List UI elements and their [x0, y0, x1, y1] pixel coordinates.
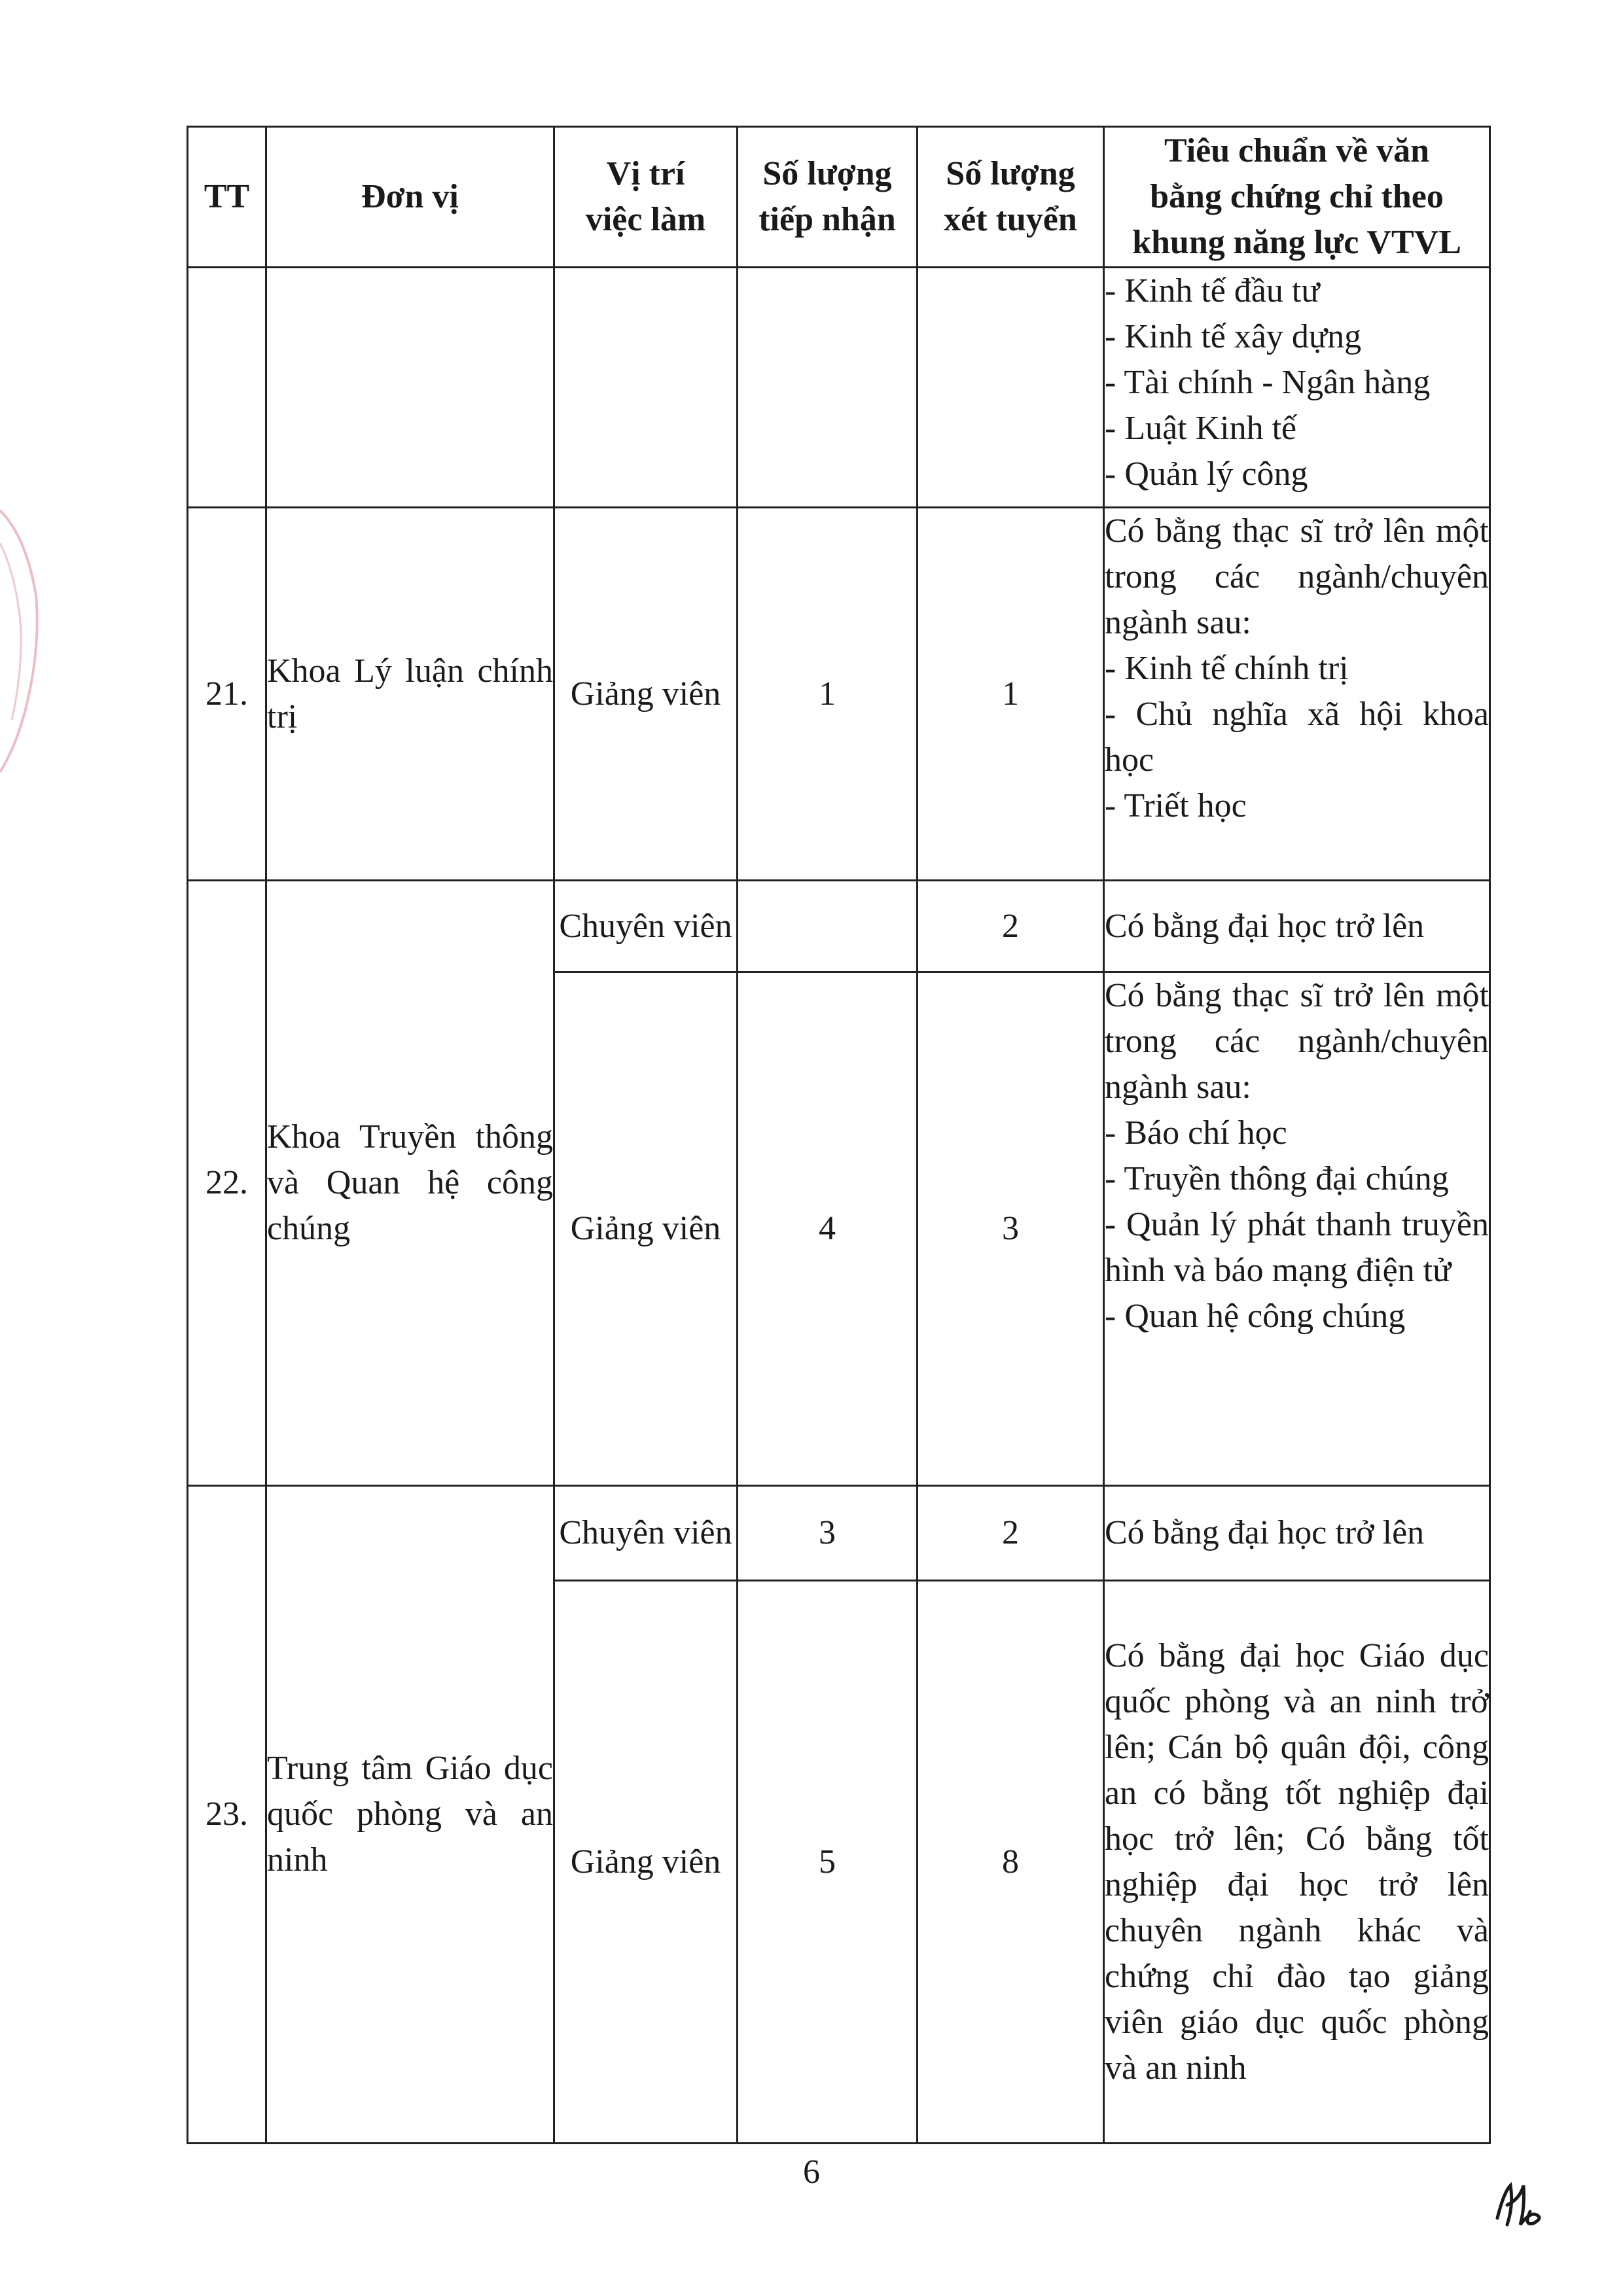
selected-count: 3	[918, 972, 1104, 1486]
received-count: 1	[738, 508, 918, 881]
header-standard: Tiêu chuẩn về văn bằng chứng chỉ theo khung năng lực VTVL	[1104, 127, 1490, 268]
header-received: Số lượng tiếp nhận	[738, 127, 918, 268]
standard-cell: Có bằng đại học trở lên	[1104, 1486, 1490, 1581]
table-row-21	[188, 508, 1490, 881]
standard-cell: Có bằng đại học Giáo dục quốc phòng và an ninh trở lên; Cán bộ quân đội, công an có bằng tốt nghiệp đại học trở lên; Có bằng tốt nghiệp đại học trở lên chuyên ngành khác và chứng chỉ đào tạo giảng viên giáo dục quốc phòng và an ninh	[1104, 1581, 1490, 2144]
table-row-continued	[188, 268, 1490, 508]
standard-cell: Có bằng thạc sĩ trở lên một trong các ngành/chuyên ngành sau: - Báo chí học - Truyền thông đại chúng - Quản lý phát thanh truyền hình và báo mạng điện tử - Quan hệ công chúng	[1104, 972, 1490, 1486]
job-position: Chuyên viên	[554, 881, 738, 972]
recruitment-table	[187, 126, 1491, 2144]
row-number: 23.	[188, 1486, 266, 2144]
header-tt: TT	[188, 127, 266, 268]
unit-name: Khoa Truyền thông và Quan hệ công chúng	[266, 881, 554, 1486]
job-position: Giảng viên	[554, 1581, 738, 2144]
selected-count: 1	[918, 508, 1104, 881]
selected-count: 2	[918, 1486, 1104, 1581]
selected-count: 8	[918, 1581, 1104, 2144]
initials-signature	[1484, 2179, 1556, 2231]
header-unit: Đơn vị	[266, 127, 554, 268]
job-position: Chuyên viên	[554, 1486, 738, 1581]
header-selected: Số lượng xét tuyển	[918, 127, 1104, 268]
received-count: 5	[738, 1581, 918, 2144]
row-number: 21.	[188, 508, 266, 881]
job-position: Giảng viên	[554, 972, 738, 1486]
unit-name: Trung tâm Giáo dục quốc phòng và an ninh	[266, 1486, 554, 2144]
standard-cell-continued: - Kinh tế đầu tư - Kinh tế xây dựng - Tài chính - Ngân hàng - Luật Kinh tế - Quản lý công	[1104, 268, 1490, 508]
table-row-23	[188, 1486, 1490, 1581]
standard-cell: Có bằng đại học trở lên	[1104, 881, 1490, 972]
received-count: 4	[738, 972, 918, 1486]
table-header-row	[188, 127, 1490, 268]
selected-count: 2	[918, 881, 1104, 972]
unit-name: Khoa Lý luận chính trị	[266, 508, 554, 881]
received-count: 3	[738, 1486, 918, 1581]
red-stamp-fragment	[0, 497, 46, 785]
job-position: Giảng viên	[554, 508, 738, 881]
received-count	[738, 881, 918, 972]
standard-cell: Có bằng thạc sĩ trở lên một trong các ngành/chuyên ngành sau: - Kinh tế chính trị - Chủ nghĩa xã hội khoa học - Triết học	[1104, 508, 1490, 881]
header-position: Vị trí việc làm	[554, 127, 738, 268]
page-number: 6	[803, 2153, 820, 2191]
table-row-22	[188, 881, 1490, 972]
row-number: 22.	[188, 881, 266, 1486]
